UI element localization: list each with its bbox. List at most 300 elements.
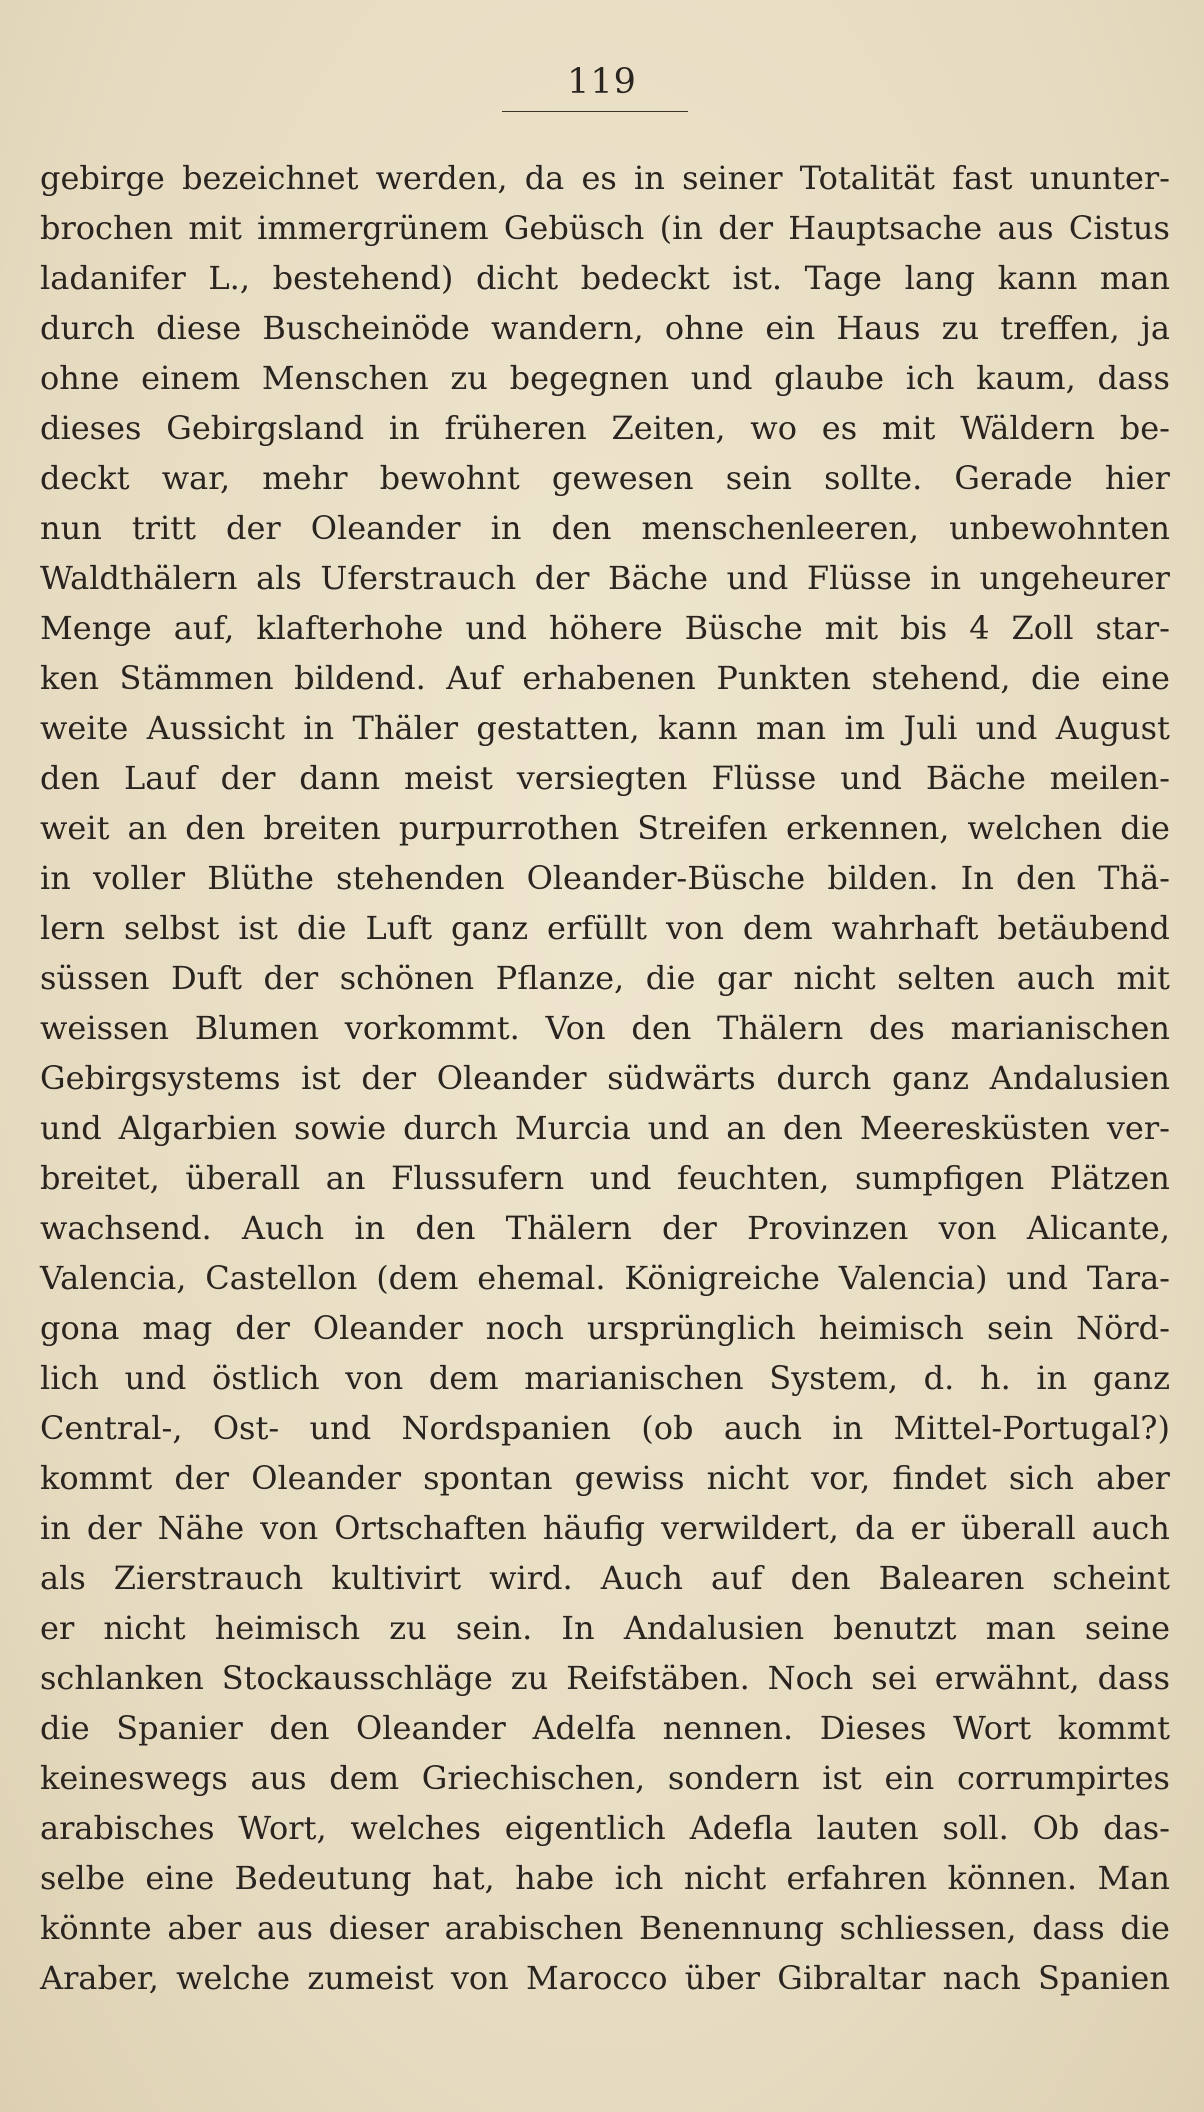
word: wachsend. (40, 1209, 212, 1247)
word: Oleander (356, 1709, 506, 1747)
word: Zierstrauch (113, 1559, 304, 1597)
word: bezeichnet (182, 159, 359, 197)
word: Adelfa (532, 1709, 637, 1747)
word: des (869, 1009, 925, 1047)
word: voller (92, 859, 186, 897)
text-line (40, 1253, 1170, 1303)
word: benutzt (833, 1609, 957, 1647)
word: sollte. (824, 459, 923, 497)
word: Murcia (514, 1109, 631, 1147)
word: vorkommt. (344, 1009, 520, 1047)
word: an (726, 1109, 766, 1147)
word: Dieses (819, 1709, 927, 1747)
text-line (40, 1503, 1170, 1553)
word: Oleander (310, 509, 461, 547)
word: Gebüsch (503, 209, 645, 247)
word: von (450, 1959, 509, 1997)
word: Blüthe (207, 859, 314, 897)
word: August (1055, 709, 1170, 747)
word: den (415, 1209, 476, 1247)
word: Tara- (1086, 1259, 1170, 1297)
word: welches (350, 1809, 481, 1847)
text-line (40, 153, 1170, 203)
word: Ortschaften (334, 1509, 527, 1547)
word: Von (545, 1009, 606, 1047)
word: erfüllt (547, 909, 648, 947)
word: und (726, 559, 789, 597)
word: und (465, 609, 528, 647)
word: der (718, 209, 773, 247)
word: nicht (706, 1459, 789, 1497)
word: Balearen (878, 1559, 1025, 1597)
word: von (666, 909, 724, 947)
text-line (40, 703, 1170, 753)
word: den (269, 1709, 330, 1747)
text-line (40, 603, 1170, 653)
word: Flüsse (711, 759, 817, 797)
word: Plätzen (1049, 1159, 1170, 1197)
word: ich (614, 1859, 664, 1897)
word: eine (145, 1859, 215, 1897)
word: den (40, 759, 101, 797)
word: man (985, 1609, 1056, 1647)
word: bis (900, 609, 948, 647)
word: sich (1008, 1459, 1075, 1497)
word: über (684, 1959, 761, 1997)
word: ganz (1092, 1359, 1170, 1397)
word: das- (1103, 1809, 1170, 1847)
word: ohne (40, 359, 120, 397)
text-line (40, 203, 1170, 253)
text-line (40, 753, 1170, 803)
word: ununter- (1029, 159, 1170, 197)
word: sowie (293, 1109, 387, 1147)
word: Buscheinöde (262, 309, 470, 347)
word: kann (657, 709, 738, 747)
word: kommt (40, 1459, 153, 1497)
word: arabisches (40, 1809, 215, 1847)
header-rule (502, 111, 688, 112)
word: war, (161, 459, 231, 497)
word: star- (1095, 609, 1170, 647)
word: Luft (365, 909, 433, 947)
word: den (631, 1009, 692, 1047)
word: keineswegs (40, 1759, 228, 1797)
word: corrumpirtes (956, 1759, 1170, 1797)
word: vor, (811, 1459, 871, 1497)
word: ist (238, 909, 278, 947)
word: Stockausschläge (221, 1659, 493, 1697)
word: der (226, 509, 281, 547)
word: mit (824, 609, 879, 647)
word: gewiss (574, 1459, 685, 1497)
word: die (645, 959, 696, 997)
word: Flussufern (390, 1159, 565, 1197)
text-line (40, 1653, 1170, 1703)
word: früheren (444, 409, 587, 447)
word: schliessen, (839, 1909, 1017, 1947)
word: ohne (664, 309, 745, 347)
word: Aussicht (146, 709, 285, 747)
word: marianischen (950, 1009, 1170, 1047)
text-line (40, 503, 1170, 553)
word: Streifen (637, 809, 768, 847)
word: hat, (432, 1859, 495, 1897)
word: soll. (942, 1809, 1009, 1847)
text-line (40, 1453, 1170, 1503)
word: zu (450, 359, 488, 397)
word: weite (40, 709, 129, 747)
word: Marocco (525, 1959, 668, 1997)
word: Nörd- (1076, 1309, 1170, 1347)
word: Oleander (312, 1309, 463, 1347)
word: nun (40, 509, 102, 547)
word: in (634, 159, 665, 197)
word: bestehend) (272, 259, 454, 297)
word: Wäldern (960, 409, 1095, 447)
word: In (561, 1609, 595, 1647)
word: ganz (891, 1059, 969, 1097)
word: Nordspanien (401, 1409, 611, 1447)
word: selten (897, 959, 996, 997)
word: Thä- (1098, 859, 1170, 897)
word: versiegten (516, 759, 688, 797)
word: In (960, 859, 994, 897)
word: Andalusien (989, 1059, 1170, 1097)
word: Thälern (717, 1009, 844, 1047)
word: dann (299, 759, 381, 797)
word: ganz (451, 909, 529, 947)
word: in (40, 1509, 71, 1547)
word: Gibraltar (777, 1959, 926, 1997)
text-line (40, 1703, 1170, 1753)
word: Man (1097, 1859, 1170, 1897)
word: wo (750, 409, 797, 447)
text-line (40, 1203, 1170, 1253)
word: Büsche (684, 609, 803, 647)
word: und (309, 1409, 372, 1447)
word: Stämmen (119, 659, 274, 697)
word: Oleander (436, 1059, 587, 1097)
word: Spanier (116, 1709, 243, 1747)
word: immergrünem (257, 209, 489, 247)
word: ein (765, 309, 816, 347)
word: in (388, 409, 420, 447)
word: Ost- (212, 1409, 280, 1447)
word: System, (769, 1359, 899, 1397)
word: sein (725, 459, 792, 497)
word: den (1015, 859, 1077, 897)
word: er (40, 1609, 75, 1647)
word: Noch (767, 1659, 854, 1697)
word: stehend, (871, 659, 1011, 697)
word: Hauptsache (788, 209, 983, 247)
word: und (647, 1109, 710, 1147)
word: be- (1119, 409, 1170, 447)
word: Gebirgsystems (40, 1059, 281, 1097)
word: fast (952, 159, 1013, 197)
word: Zoll (1011, 609, 1074, 647)
word: stehenden (336, 859, 505, 897)
word: man (756, 709, 827, 747)
word: meilen- (1049, 759, 1170, 797)
text-line (40, 1403, 1170, 1453)
word: Thäler (352, 709, 459, 747)
word: zu (389, 1609, 427, 1647)
word: bewohnt (379, 459, 520, 497)
word: an (127, 809, 168, 847)
word: der (534, 559, 590, 597)
word: sumpfigen (855, 1159, 1025, 1197)
word: sondern (667, 1759, 800, 1797)
word: scheint (1052, 1559, 1170, 1597)
word: sein. (455, 1609, 533, 1647)
word: und (40, 1109, 102, 1147)
word: bedeckt (580, 259, 710, 297)
word: heimisch (818, 1309, 965, 1347)
word: h. (979, 1359, 1011, 1397)
page-number: 119 (567, 62, 637, 102)
word: gebirge (40, 159, 165, 197)
word: verwildert, (661, 1509, 839, 1547)
word: welche (176, 1959, 291, 1997)
word: lern (40, 909, 106, 947)
word: Provinzen (746, 1209, 909, 1247)
word: dicht (475, 259, 559, 297)
word: weissen (40, 1009, 169, 1047)
word: nicht (793, 959, 876, 997)
word: durch (776, 1059, 872, 1097)
word: aus (256, 1909, 313, 1947)
text-line (40, 303, 1170, 353)
word: diese (156, 309, 242, 347)
word: Gerade (954, 459, 1073, 497)
word: bildend. (294, 659, 426, 697)
word: d. (923, 1359, 955, 1397)
text-line (40, 1153, 1170, 1203)
word: die (1031, 659, 1081, 697)
word: Alicante, (1026, 1209, 1170, 1247)
word: mag (142, 1309, 213, 1347)
body-text (40, 153, 1170, 2003)
word: und (975, 709, 1038, 747)
word: (in (659, 209, 703, 247)
word: der (263, 959, 319, 997)
word: Haus (836, 309, 921, 347)
word: eine (1101, 659, 1170, 697)
word: Tage (804, 259, 882, 297)
word: und (1006, 1259, 1069, 1297)
word: menschenleeren, (641, 509, 920, 547)
word: erfahren (786, 1859, 928, 1897)
word: es (581, 159, 617, 197)
word: bilden. (827, 859, 939, 897)
word: dass (1032, 1909, 1105, 1947)
word: feuchten, (676, 1159, 830, 1197)
word: in (354, 1209, 386, 1247)
word: heimisch (214, 1609, 361, 1647)
word: (ob (641, 1409, 694, 1447)
word: erhabenen (522, 659, 696, 697)
word: dass (1097, 359, 1170, 397)
word: Mittel-Portugal?) (893, 1409, 1170, 1447)
word: Bäche (925, 759, 1026, 797)
word: Benennung (639, 1909, 824, 1947)
word: lauten (816, 1809, 919, 1847)
word: erwähnt, (934, 1659, 1080, 1697)
word: betäubend (997, 909, 1170, 947)
word: wandern, (491, 309, 644, 347)
word: gewesen (551, 459, 694, 497)
word: Gebirgsland (166, 409, 365, 447)
word: Bedeutung (234, 1859, 412, 1897)
word: können. (947, 1859, 1078, 1897)
word: süssen (40, 959, 150, 997)
word: ursprünglich (586, 1309, 796, 1347)
word: an (325, 1159, 366, 1197)
word: Menge (40, 609, 152, 647)
word: Valencia) (838, 1259, 988, 1297)
word: Oleander (251, 1459, 402, 1497)
word: könnte (40, 1909, 152, 1947)
word: Adefla (689, 1809, 793, 1847)
word: unbewohnten (949, 509, 1170, 547)
word: hier (1104, 459, 1170, 497)
word: gestatten, (476, 709, 640, 747)
word: die (1120, 809, 1170, 847)
text-line (40, 1003, 1170, 1053)
word: klafterhohe (256, 609, 444, 647)
word: in (1036, 1359, 1068, 1397)
word: Juli (903, 709, 958, 747)
word: erkennen, (785, 809, 950, 847)
word: einem (141, 359, 241, 397)
word: den (551, 509, 612, 547)
word: (dem (376, 1259, 459, 1297)
word: östlich (212, 1359, 320, 1397)
word: Spanien (1038, 1959, 1170, 1997)
word: die (40, 1709, 90, 1747)
word: ist (822, 1759, 862, 1797)
word: Oleander-Büsche (526, 859, 806, 897)
word: sei (871, 1659, 917, 1697)
word: zu (941, 309, 980, 347)
word: die (296, 909, 347, 947)
word: dieser (328, 1909, 429, 1947)
word: Castellon (205, 1259, 358, 1297)
word: meist (404, 759, 493, 797)
word: schlanken (40, 1659, 204, 1697)
word: ist (301, 1059, 341, 1097)
word: in (490, 509, 522, 547)
text-line (40, 1603, 1170, 1653)
word: dem (329, 1759, 400, 1797)
word: mit (881, 409, 936, 447)
word: man (1099, 259, 1170, 297)
text-line (40, 1803, 1170, 1853)
word: schönen (339, 959, 475, 997)
text-line (40, 1103, 1170, 1153)
word: arabischen (444, 1909, 624, 1947)
text-line (40, 403, 1170, 453)
word: in (832, 1409, 864, 1447)
word: Algarbien (118, 1109, 278, 1147)
word: südwärts (607, 1059, 756, 1097)
text-line (40, 1053, 1170, 1103)
word: kaum, (976, 359, 1076, 397)
word: aber (1096, 1459, 1170, 1497)
word: Central-, (40, 1409, 183, 1447)
word: ungeheurer (979, 559, 1170, 597)
text-line (40, 903, 1170, 953)
word: breiten (263, 809, 381, 847)
word: Menschen (261, 359, 429, 397)
word: Totalität (799, 159, 936, 197)
word: Königreiche (624, 1259, 820, 1297)
word: den (782, 1109, 843, 1147)
word: habe (515, 1859, 595, 1897)
word: häufig (542, 1509, 646, 1547)
word: ein (884, 1759, 935, 1797)
word: ken (40, 659, 99, 697)
word: Cistus (1068, 209, 1170, 247)
word: gar (716, 959, 772, 997)
word: selbe (40, 1859, 126, 1897)
word: Flüsse (806, 559, 912, 597)
word: der (86, 1509, 142, 1547)
word: in (40, 859, 71, 897)
word: da (854, 1509, 895, 1547)
word: die (1120, 1909, 1170, 1947)
text-line (40, 353, 1170, 403)
word: tritt (131, 509, 196, 547)
text-line (40, 1953, 1170, 2003)
text-line (40, 553, 1170, 603)
word: dem (742, 909, 813, 947)
word: Meeresküsten (859, 1109, 1090, 1147)
word: nicht (683, 1859, 767, 1897)
word: aus (997, 209, 1054, 247)
text-line (40, 1753, 1170, 1803)
word: von (938, 1209, 997, 1247)
word: nennen. (662, 1709, 794, 1747)
word: lich (40, 1359, 99, 1397)
word: höhere (549, 609, 663, 647)
text-line (40, 1903, 1170, 1953)
word: von (260, 1509, 319, 1547)
word: mit (188, 209, 242, 247)
word: Andalusien (623, 1609, 805, 1647)
word: spontan (423, 1459, 553, 1497)
word: da (524, 159, 565, 197)
word: es (821, 409, 858, 447)
word: ladanifer (40, 259, 186, 297)
word: als (40, 1559, 86, 1597)
word: deckt (40, 459, 130, 497)
word: Valencia, (40, 1259, 187, 1297)
word: Thälern (505, 1209, 632, 1247)
word: der (361, 1059, 417, 1097)
word: Lauf (123, 759, 197, 797)
word: auch (1091, 1509, 1170, 1547)
word: dieses (40, 409, 142, 447)
word: zumeist (307, 1959, 434, 1997)
word: ehemal. (477, 1259, 606, 1297)
word: Uferstrauch (320, 559, 517, 597)
text-line (40, 1303, 1170, 1353)
word: in (303, 709, 335, 747)
word: der (662, 1209, 717, 1247)
